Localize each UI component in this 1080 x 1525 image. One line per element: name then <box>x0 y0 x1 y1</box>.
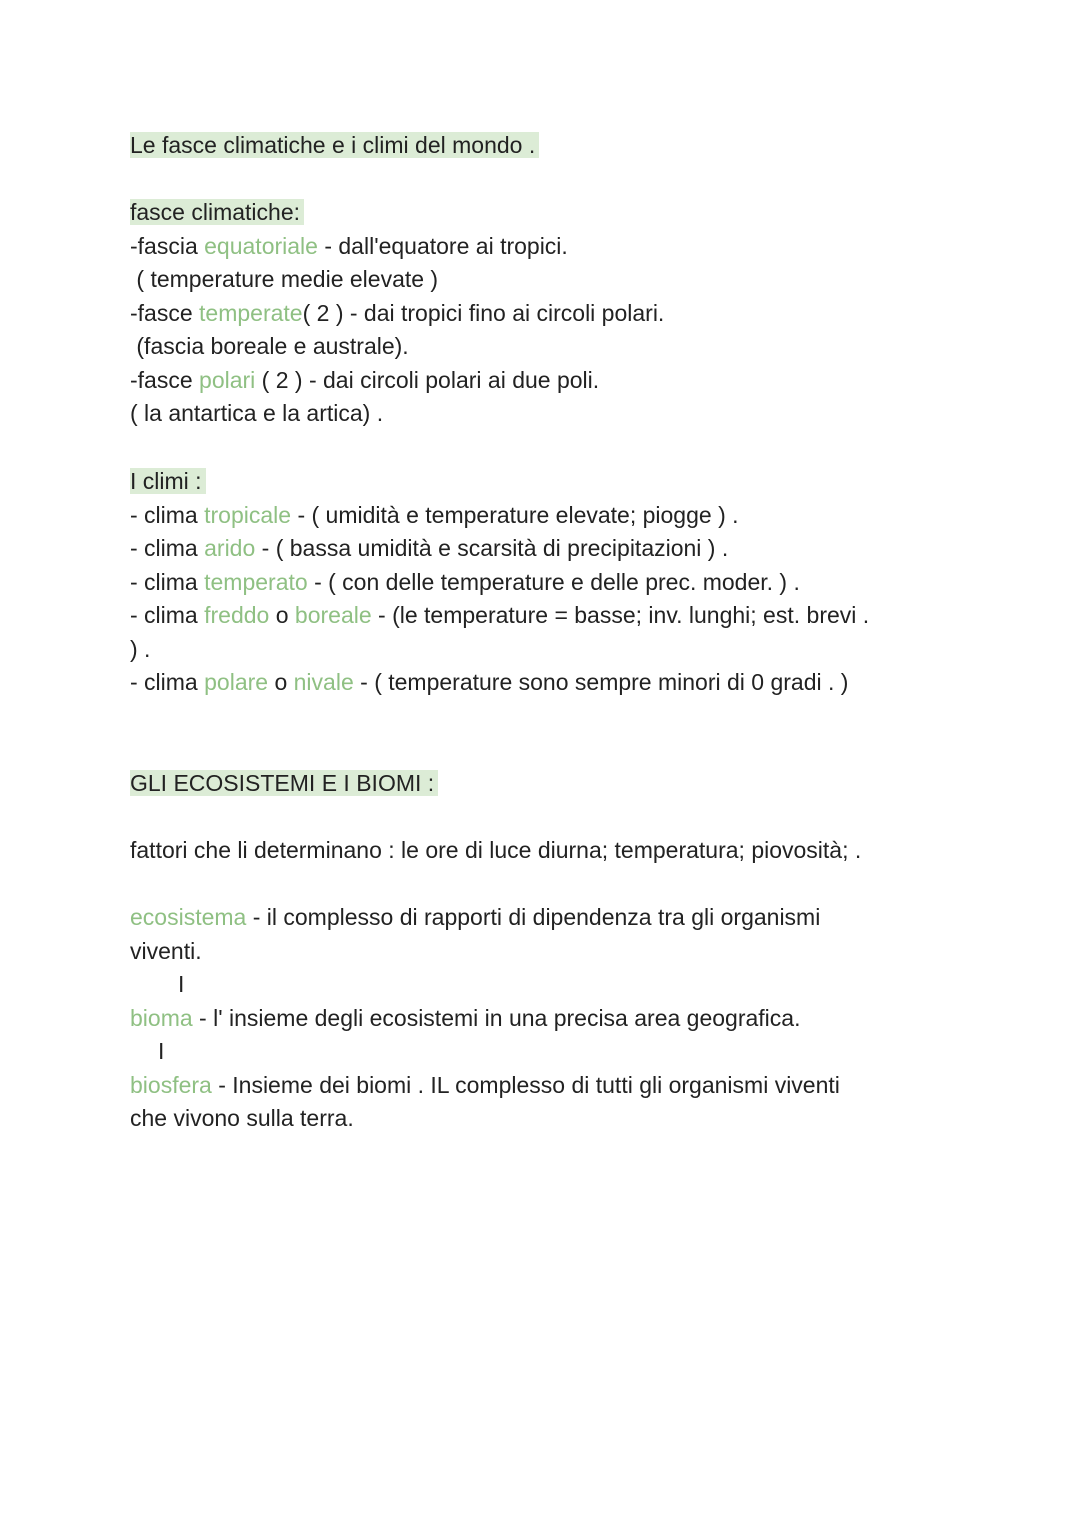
term-biosfera: biosfera <box>130 1072 212 1098</box>
term-polare: polare <box>204 669 269 695</box>
term-bioma: bioma <box>130 1005 193 1031</box>
fascia-equatoriale-note: ( temperature medie elevate ) <box>130 266 439 292</box>
line-connector: o <box>268 669 294 695</box>
line-prefix: - clima <box>130 502 205 528</box>
fattori-line: fattori che li determinano : le ore di luce diurna; temperatura; piovosità; . <box>130 837 862 863</box>
line-text: - il complesso di rapporti di dipendenza tra gli organismi <box>246 904 821 930</box>
ecosistema-cont: viventi. <box>130 938 202 964</box>
clima-arido-line <box>130 533 728 563</box>
line-prefix: - clima <box>130 569 205 595</box>
line-text: - ( con delle temperature e delle prec. moder. ) . <box>307 569 800 595</box>
line-text: - (le temperature = basse; inv. lunghi; est. brevi . <box>371 602 870 628</box>
fasce-temperate-line <box>130 298 664 328</box>
separator-1: I <box>178 971 185 997</box>
line-prefix: -fasce <box>130 367 200 393</box>
bioma-line <box>130 1003 800 1033</box>
line-text: - dall'equatore ai tropici. <box>317 233 568 259</box>
term-nivale: nivale <box>293 669 354 695</box>
line-prefix: - clima <box>130 535 205 561</box>
biosfera-cont: che vivono sulla terra. <box>130 1105 354 1131</box>
line-prefix: -fascia <box>130 233 205 259</box>
line-prefix: - clima <box>130 669 205 695</box>
ecosistemi-heading <box>130 768 438 798</box>
ecosistemi-heading-highlight: GLI ECOSISTEMI E I BIOMI : <box>130 770 438 796</box>
ecosistema-line <box>130 902 820 932</box>
clima-freddo-cont: ) . <box>130 636 151 662</box>
line-text: - ( temperature sono sempre minori di 0 gradi . ) <box>353 669 849 695</box>
biosfera-line <box>130 1070 840 1100</box>
term-polari: polari <box>199 367 256 393</box>
line-text: ( 2 ) - dai tropici fino ai circoli polari. <box>302 300 665 326</box>
clima-temperato-line <box>130 567 800 597</box>
fasce-temperate-note: (fascia boreale e australe). <box>130 333 409 359</box>
fasce-polari-note: ( la antartica e la artica) . <box>130 400 384 426</box>
term-equatoriale: equatoriale <box>204 233 318 259</box>
line-text: - Insieme dei biomi . IL complesso di tutti gli organismi viventi <box>211 1072 840 1098</box>
clima-freddo-line <box>130 600 869 630</box>
term-boreale: boreale <box>294 602 372 628</box>
line-text: ( 2 ) - dai circoli polari ai due poli. <box>255 367 600 393</box>
line-text: - ( umidità e temperature elevate; piogge ) . <box>291 502 739 528</box>
term-tropicale: tropicale <box>204 502 292 528</box>
fasce-heading-highlight: fasce climatiche: <box>130 199 304 225</box>
line-prefix: - clima <box>130 602 205 628</box>
title-highlight: Le fasce climatiche e i climi del mondo . <box>130 132 539 158</box>
line-prefix: -fasce <box>130 300 200 326</box>
fasce-heading <box>130 197 304 227</box>
separator-2: I <box>158 1038 165 1064</box>
clima-tropicale-line <box>130 500 739 530</box>
line-text: - ( bassa umidità e scarsità di precipitazioni ) . <box>255 535 729 561</box>
term-temperato: temperato <box>204 569 308 595</box>
term-freddo: freddo <box>204 602 270 628</box>
line-connector: o <box>269 602 295 628</box>
fasce-polari-line <box>130 365 599 395</box>
fascia-equatoriale-line <box>130 231 568 261</box>
term-arido: arido <box>204 535 256 561</box>
climi-heading-highlight: I climi : <box>130 468 206 494</box>
page-title <box>130 130 539 160</box>
term-ecosistema: ecosistema <box>130 904 247 930</box>
line-text: - l' insieme degli ecosistemi in una precisa area geografica. <box>192 1005 801 1031</box>
climi-heading <box>130 466 206 496</box>
clima-polare-line <box>130 667 848 697</box>
term-temperate: temperate <box>199 300 303 326</box>
